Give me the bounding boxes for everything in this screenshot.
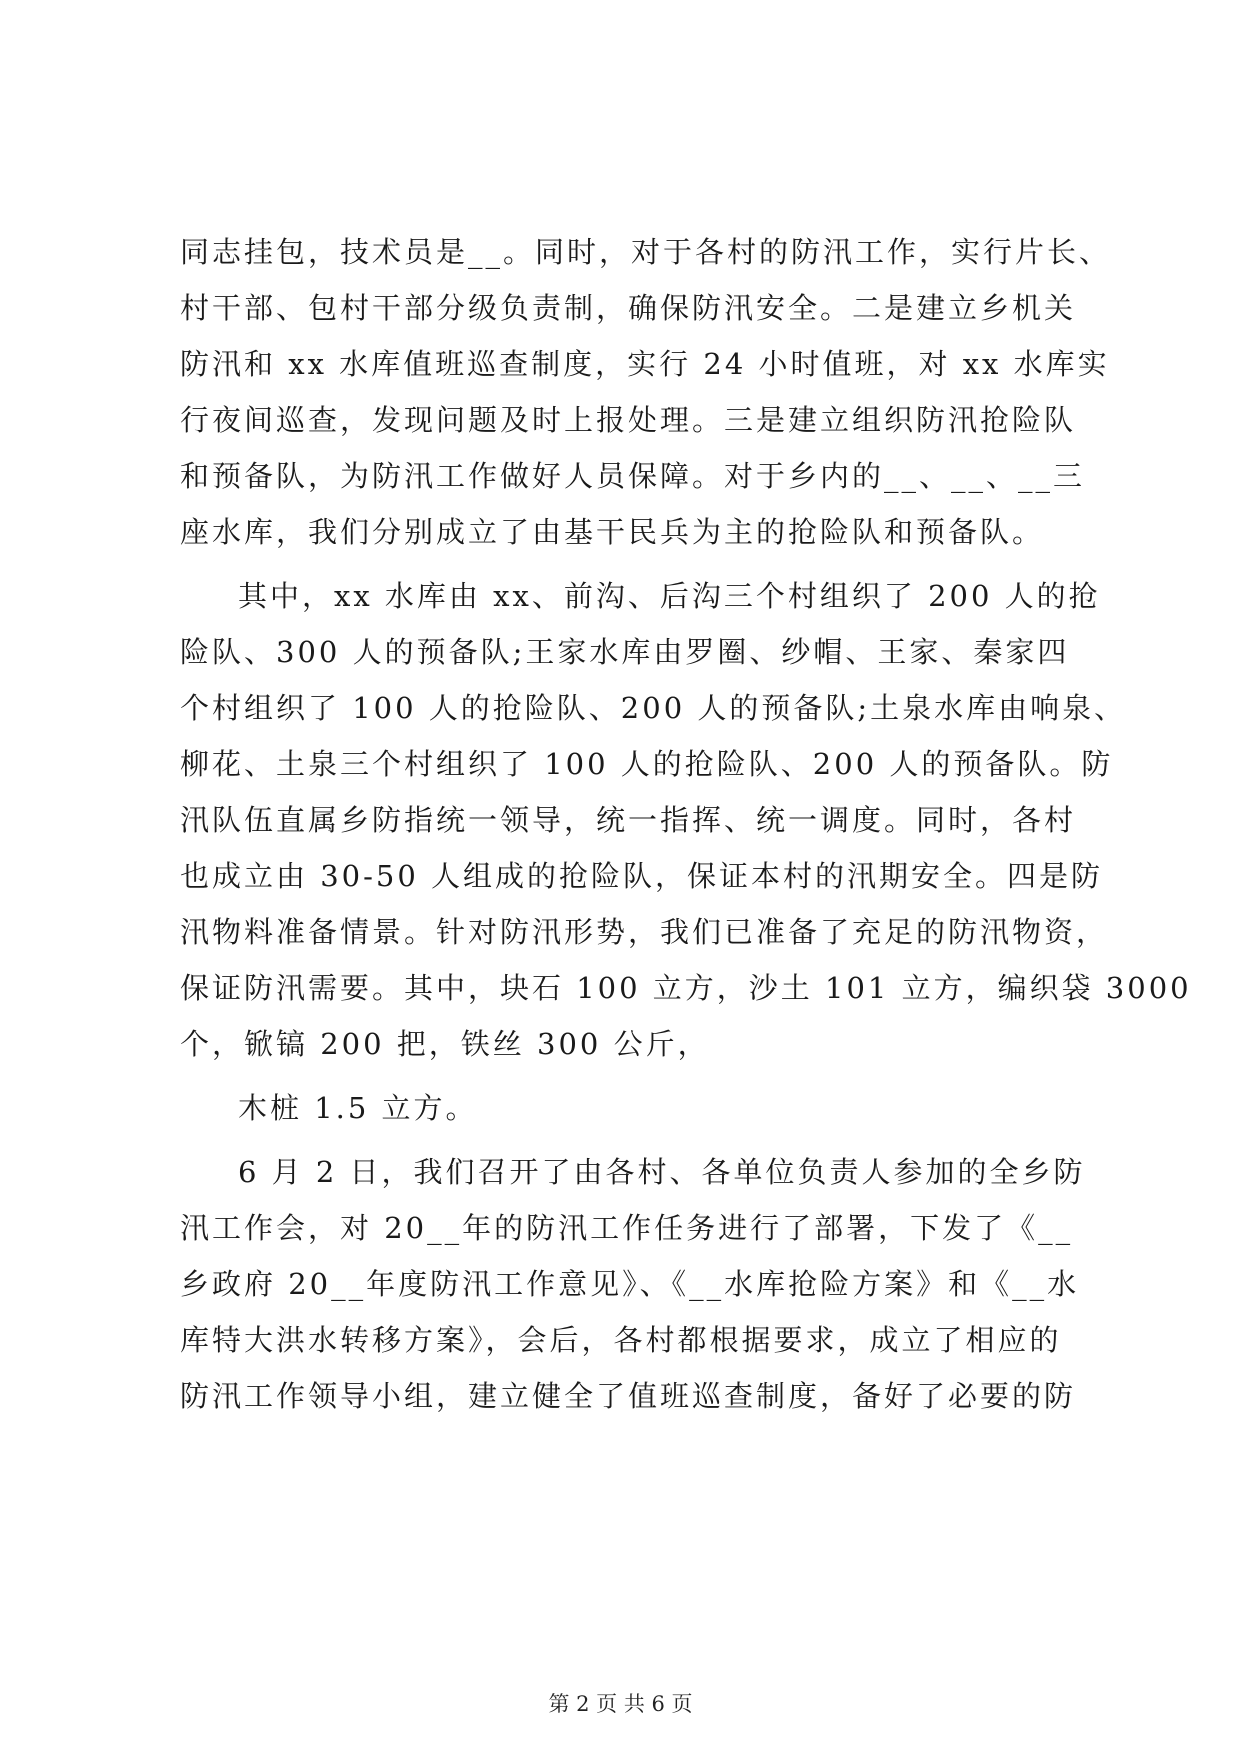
text-line: 行夜间巡查，发现问题及时上报处理。三是建立组织防汛抢险队 (180, 403, 1077, 437)
text-line: 同志挂包，技术员是__。同时，对于各村的防汛工作，实行片长、 (180, 235, 1112, 269)
text-line: 柳花、土泉三个村组织了 100 人的抢险队、200 人的预备队。防 (180, 747, 1114, 781)
text-line: 村干部、包村干部分级负责制，确保防汛安全。二是建立乡机关 (180, 291, 1077, 325)
text-line: 也成立由 30-50 人组成的抢险队，保证本村的汛期安全。四是防 (180, 859, 1104, 893)
text-line: 保证防汛需要。其中，块石 100 立方，沙土 101 立方，编织袋 3000 (180, 971, 1192, 1005)
text-line-indented: 其中，xx 水库由 xx、前沟、后沟三个村组织了 200 人的抢 (238, 579, 1101, 613)
text-line: 乡政府 20__年度防汛工作意见》、《__水库抢险方案》和《__水 (180, 1267, 1080, 1301)
text-line: 个村组织了 100 人的抢险队、200 人的预备队;土泉水库由响泉、 (180, 691, 1127, 725)
text-line: 汛物料准备情景。针对防汛形势，我们已准备了充足的防汛物资， (180, 915, 1109, 949)
text-line-indented: 木桩 1.5 立方。 (238, 1091, 478, 1125)
text-line: 险队、300 人的预备队;王家水库由罗圈、纱帽、王家、秦家四 (180, 635, 1070, 669)
text-line: 防汛和 xx 水库值班巡查制度，实行 24 小时值班，对 xx 水库实 (180, 347, 1110, 381)
text-line: 汛工作会，对 20__年的防汛工作任务进行了部署，下发了《__ (180, 1211, 1074, 1245)
text-line: 和预备队，为防汛工作做好人员保障。对于乡内的__、__、__三 (180, 459, 1086, 493)
text-line: 防汛工作领导小组，建立健全了值班巡查制度，备好了必要的防 (180, 1379, 1077, 1413)
text-line: 汛队伍直属乡防指统一领导，统一指挥、统一调度。同时，各村 (180, 803, 1077, 837)
page-footer: 第 2 页 共 6 页 (548, 1692, 693, 1716)
text-line: 个，锨镐 200 把，铁丝 300 公斤， (180, 1027, 710, 1061)
text-line-indented: 6 月 2 日，我们召开了由各村、各单位负责人参加的全乡防 (238, 1155, 1086, 1189)
text-line: 库特大洪水转移方案》，会后，各村都根据要求，成立了相应的 (180, 1323, 1062, 1357)
text-line: 座水库，我们分别成立了由基干民兵为主的抢险队和预备队。 (180, 515, 1045, 549)
